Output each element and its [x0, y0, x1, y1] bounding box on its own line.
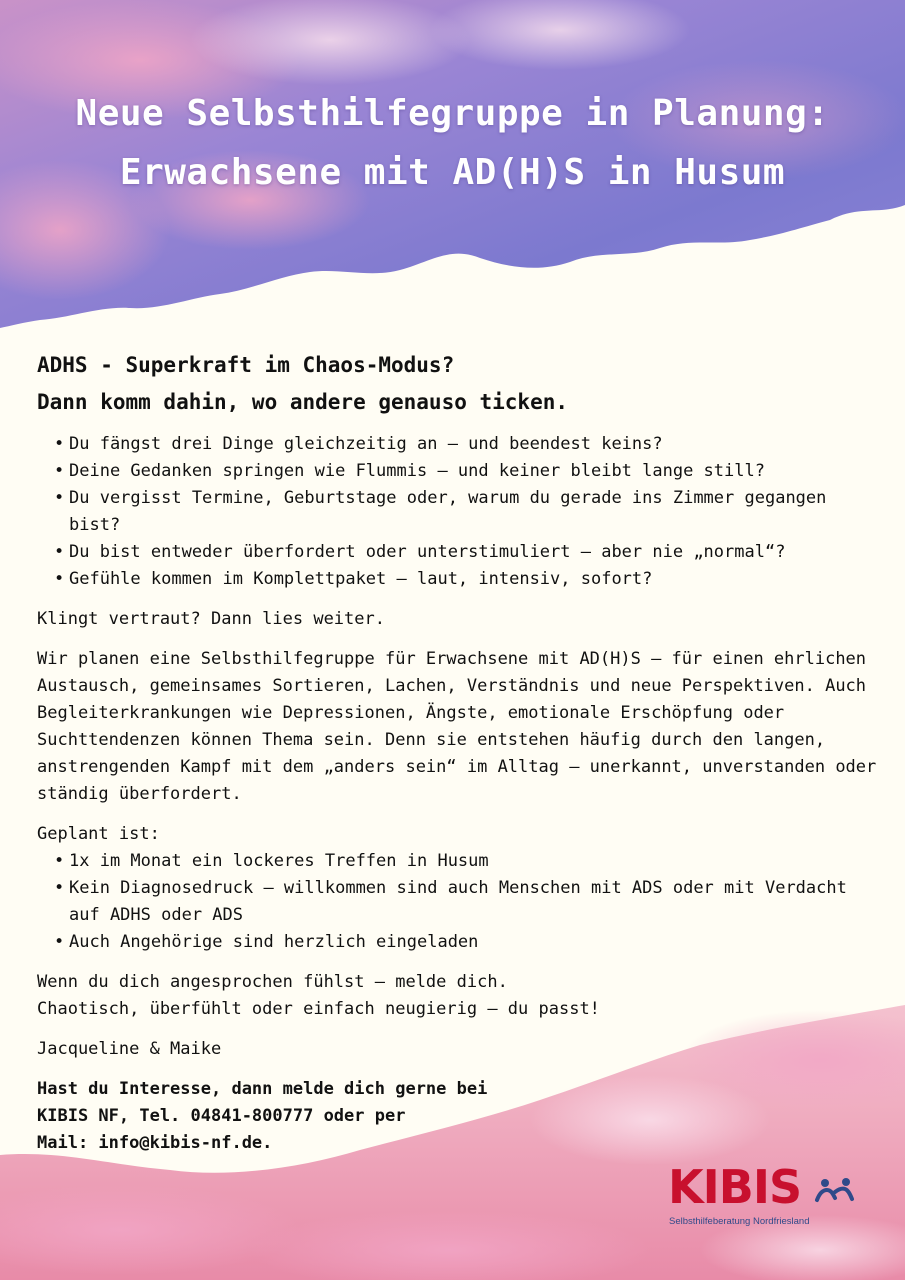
poster-title — [0, 84, 905, 202]
logo-wordmark: KIBIS — [668, 1160, 802, 1214]
logo-subtitle: Selbsthilfeberatung Nordfriesland — [669, 1216, 810, 1227]
list-item: • Du vergisst Termine, Geburtstage oder, warum du gerade ins Zimmer gegangen bist? — [37, 485, 882, 539]
body-paragraph: Wir planen eine Selbsthilfegruppe für Erwachsene mit AD(H)S – für einen ehrlichen Austausch, gemeinsames Sortieren, Lachen, Verständnis und neue Perspektiven. Auch Begleiterkrankungen wie Depressionen, Ängste, emotionale Erschöpfung oder Suchttendenzen können Thema sein. Denn sie entstehen häufig durch den langen, anstrengenden Kampf mit dem „anders sein“ im Alltag – unerkannt, unverstanden oder ständig überfordert. — [37, 649, 877, 804]
list-item: • Deine Gedanken springen wie Flummis – und keiner bleibt lange still? — [37, 458, 882, 485]
list-item: • Du bist entweder überfordert oder unterstimuliert – aber nie „normal“? — [37, 539, 882, 566]
title-line-2: Erwachsene mit AD(H)S in Husum — [119, 152, 786, 193]
list-item: • Du fängst drei Dinge gleichzeitig an – und beendest keins? — [37, 431, 882, 458]
list-item: • Auch Angehörige sind herzlich eingeladen — [37, 929, 882, 956]
main-content — [37, 347, 882, 1157]
planned-list — [37, 848, 882, 956]
title-line-1: Neue Selbsthilfegruppe in Planung: — [75, 93, 830, 134]
list-item: • Kein Diagnosedruck – willkommen sind auch Menschen mit ADS oder mit Verdacht auf ADHS oder ADS — [37, 875, 882, 929]
people-figures-icon — [814, 1176, 856, 1206]
kibis-logo — [668, 1162, 868, 1232]
contact-line-3: Mail: info@kibis-nf.de. — [37, 1133, 273, 1153]
symptom-list — [37, 431, 882, 593]
list-item: • 1x im Monat ein lockeres Treffen in Husum — [37, 848, 882, 875]
closing-line-1: Wenn du dich angesprochen fühlst – melde dich. — [37, 972, 508, 992]
list-item: • Gefühle kommen im Komplettpaket – laut, intensiv, sofort? — [37, 566, 882, 593]
contact-line-1: Hast du Interesse, dann melde dich gerne bei — [37, 1079, 488, 1099]
teaser-text: Klingt vertraut? Dann lies weiter. — [37, 609, 385, 629]
heading-line-2: Dann komm dahin, wo andere genauso ticken. — [37, 390, 569, 414]
contact-line-2: KIBIS NF, Tel. 04841-800777 oder per — [37, 1106, 406, 1126]
signature: Jacqueline & Maike — [37, 1039, 222, 1059]
heading-line-1: ADHS - Superkraft im Chaos-Modus? — [37, 353, 455, 377]
planned-label: Geplant ist: — [37, 824, 160, 844]
closing-line-2: Chaotisch, überfühlt oder einfach neugierig – du passt! — [37, 999, 600, 1019]
